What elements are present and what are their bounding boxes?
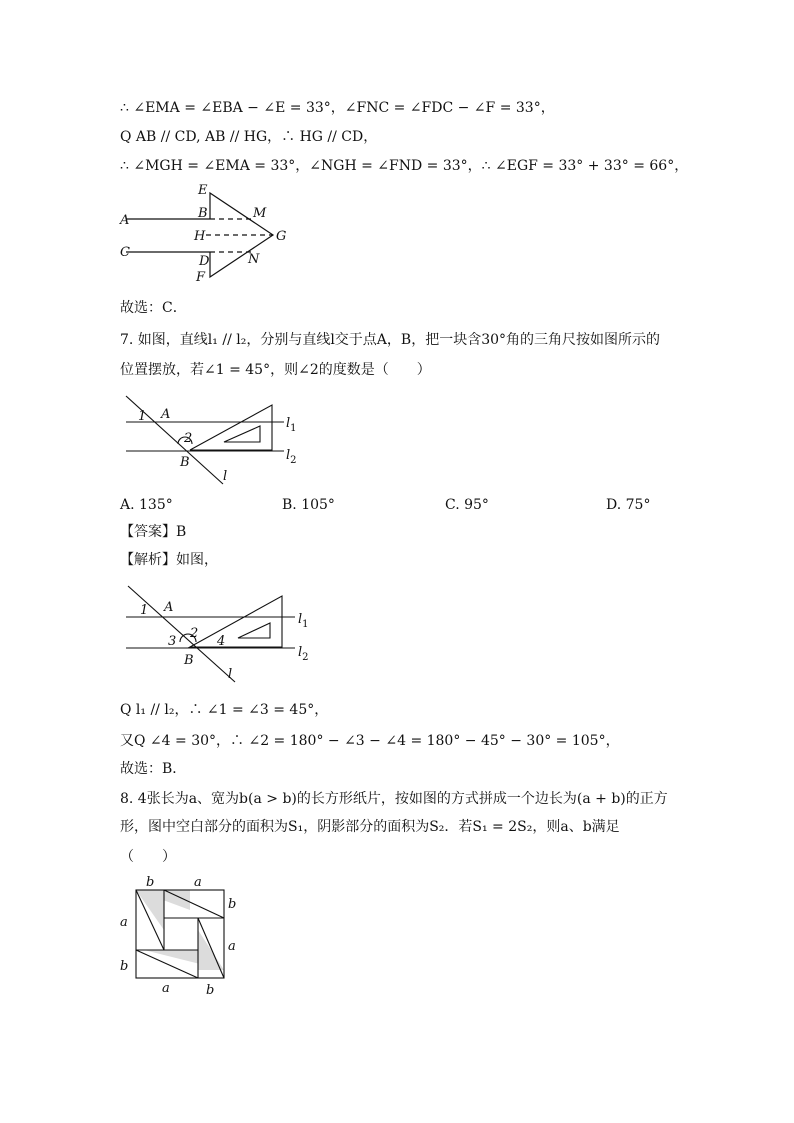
label-top-b: b <box>146 875 155 890</box>
solution-line-3: ∴ ∠MGH = ∠EMA = 33°，∠NGH = ∠FND = 33°，∴ ∠EGF = 33° + 33° = 66°， <box>120 158 689 174</box>
option-C[interactable]: C. 95° <box>445 497 489 513</box>
label-bottom-a: a <box>162 981 170 996</box>
label-M: M <box>253 206 267 221</box>
label-1: 1 <box>138 409 147 424</box>
question-8-line-3: （ ） <box>120 849 176 865</box>
label-l2: $l_2$ <box>298 645 309 663</box>
solution-7-line-1: Q l₁ // l₂，∴ ∠1 = ∠3 = 45°， <box>120 702 329 718</box>
label-right-b: b <box>228 897 237 912</box>
label-3: 3 <box>168 634 177 649</box>
answer-line: 【答案】B <box>120 524 187 540</box>
label-l: l <box>228 667 233 682</box>
solution-7-line-2: 又Q ∠4 = 30°，∴ ∠2 = 180° − ∠3 − ∠4 = 180° − 45° − 30° = 105°， <box>120 733 620 749</box>
option-D[interactable]: D. 75° <box>606 497 651 513</box>
label-right-a: a <box>228 939 236 954</box>
label-C: C <box>120 245 130 260</box>
label-l1: $l_1$ <box>298 612 309 630</box>
label-2: 2 <box>184 431 193 446</box>
label-left-a: a <box>120 915 128 930</box>
solution-conclusion: 故选：C． <box>120 300 187 316</box>
figure-question-8-square <box>110 870 250 1000</box>
label-A: A <box>120 213 130 228</box>
label-left-b: b <box>120 959 129 974</box>
label-N: N <box>248 252 260 267</box>
label-D: D <box>199 254 210 269</box>
figure-question-7 <box>120 388 310 488</box>
figure-analysis-7 <box>120 578 320 686</box>
label-l: l <box>223 469 228 484</box>
label-l2: $l_2$ <box>286 448 297 466</box>
solution-7-conclusion: 故选：B． <box>120 761 187 777</box>
label-l1: $l_1$ <box>286 416 297 434</box>
question-8-line-1: 8. 4张长为a、宽为b(a > b)的长方形纸片，按如图的方式拼成一个边长为(a + b)的正方 <box>120 791 668 807</box>
label-B: B <box>180 455 190 470</box>
option-B[interactable]: B. 105° <box>282 497 335 513</box>
label-4: 4 <box>217 634 226 649</box>
label-top-a: a <box>194 875 202 890</box>
label-B: B <box>184 653 194 668</box>
label-A: A <box>161 407 171 422</box>
label-E: E <box>198 183 208 198</box>
label-1: 1 <box>140 603 149 618</box>
label-G: G <box>276 229 287 244</box>
solution-line-2: Q AB // CD, AB // HG，∴ HG // CD， <box>120 129 378 145</box>
label-bottom-b: b <box>206 983 215 998</box>
analysis-line: 【解析】如图， <box>120 552 218 568</box>
option-A[interactable]: A. 135° <box>120 497 173 513</box>
question-8-line-2: 形，图中空白部分的面积为S₁，阴影部分的面积为S₂．若S₁ = 2S₂，则a、b满足 <box>120 819 620 835</box>
question-7-line-2: 位置摆放，若∠1 = 45°，则∠2的度数是（ ） <box>120 362 431 378</box>
figure-arrow-parallel <box>110 180 310 290</box>
solution-line-1: ∴ ∠EMA = ∠EBA − ∠E = 33°，∠FNC = ∠FDC − ∠F = 33°， <box>120 100 555 116</box>
label-H: H <box>194 229 206 244</box>
label-A: A <box>164 600 174 615</box>
label-F: F <box>196 270 206 285</box>
label-2: 2 <box>190 626 199 641</box>
question-7-line-1: 7. 如图，直线l₁ // l₂，分别与直线l交于点A，B，把一块含30°角的三角尺按如图所示的 <box>120 332 661 348</box>
label-B: B <box>198 206 208 221</box>
